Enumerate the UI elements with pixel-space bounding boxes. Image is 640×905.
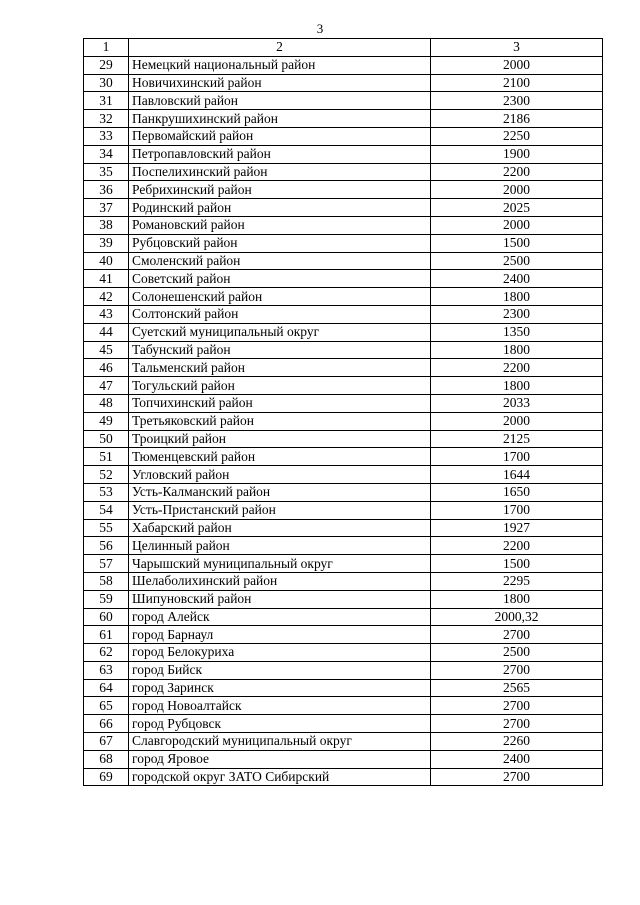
table-row [84,715,603,733]
value-cell: 2025 [431,199,603,217]
row-number-cell: 30 [84,74,129,92]
district-name-cell: город Заринск [129,679,431,697]
district-name-cell: Панкрушихинский район [129,110,431,128]
value-cell: 1927 [431,519,603,537]
table-row [84,430,603,448]
table-row [84,394,603,412]
value-cell: 2500 [431,644,603,662]
row-number-cell: 65 [84,697,129,715]
table-row [84,216,603,234]
table-row [84,590,603,608]
row-number-cell: 37 [84,199,129,217]
district-name-cell: Солтонский район [129,305,431,323]
row-number-cell: 50 [84,430,129,448]
table-row [84,252,603,270]
value-cell: 2295 [431,572,603,590]
table-row [84,359,603,377]
row-number-cell: 59 [84,590,129,608]
row-number-cell: 62 [84,644,129,662]
value-cell: 2300 [431,92,603,110]
row-number-cell: 46 [84,359,129,377]
table-row [84,679,603,697]
row-number-cell: 32 [84,110,129,128]
value-cell: 2200 [431,537,603,555]
row-number-cell: 39 [84,234,129,252]
value-cell: 1644 [431,466,603,484]
value-cell: 2700 [431,715,603,733]
value-cell: 2125 [431,430,603,448]
row-number-cell: 67 [84,733,129,751]
row-number-cell: 60 [84,608,129,626]
value-cell: 2700 [431,697,603,715]
row-number-cell: 40 [84,252,129,270]
table-row [84,555,603,573]
district-name-cell: город Алейск [129,608,431,626]
row-number-cell: 47 [84,377,129,395]
table-row [84,608,603,626]
district-name-cell: город Бийск [129,661,431,679]
row-number-cell: 45 [84,341,129,359]
district-name-cell: Первомайский район [129,127,431,145]
table-row [84,412,603,430]
row-number-cell: 61 [84,626,129,644]
district-name-cell: город Новоалтайск [129,697,431,715]
district-name-cell: Троицкий район [129,430,431,448]
row-number-cell: 31 [84,92,129,110]
district-name-cell: Петропавловский район [129,145,431,163]
value-cell: 1800 [431,590,603,608]
district-name-cell: Табунский район [129,341,431,359]
district-name-cell: город Яровое [129,750,431,768]
value-cell: 1500 [431,234,603,252]
district-name-cell: Немецкий национальный район [129,56,431,74]
row-number-cell: 48 [84,394,129,412]
table-row [84,448,603,466]
value-cell: 2700 [431,626,603,644]
table-row [84,750,603,768]
data-table [83,38,603,786]
row-number-cell: 42 [84,288,129,306]
value-cell: 2000 [431,412,603,430]
table-row [84,644,603,662]
table-row [84,626,603,644]
value-cell: 1800 [431,288,603,306]
value-cell: 2700 [431,661,603,679]
value-cell: 2300 [431,305,603,323]
table-row [84,697,603,715]
table-row [84,305,603,323]
column-header-number: 1 [84,39,129,57]
row-number-cell: 41 [84,270,129,288]
value-cell: 1800 [431,341,603,359]
row-number-cell: 36 [84,181,129,199]
row-number-cell: 43 [84,305,129,323]
table-row [84,377,603,395]
value-cell: 1500 [431,555,603,573]
table-row [84,323,603,341]
district-name-cell: Советский район [129,270,431,288]
column-header-name: 2 [129,39,431,57]
row-number-cell: 38 [84,216,129,234]
table-row [84,483,603,501]
value-cell: 2400 [431,270,603,288]
district-name-cell: Угловский район [129,466,431,484]
row-number-cell: 58 [84,572,129,590]
table-row [84,234,603,252]
table-row [84,163,603,181]
table-header-row [84,39,603,57]
district-name-cell: город Барнаул [129,626,431,644]
district-name-cell: Усть-Калманский район [129,483,431,501]
value-cell: 1800 [431,377,603,395]
value-cell: 2033 [431,394,603,412]
district-name-cell: Топчихинский район [129,394,431,412]
district-name-cell: Шипуновский район [129,590,431,608]
row-number-cell: 68 [84,750,129,768]
district-name-cell: Усть-Пристанский район [129,501,431,519]
table-row [84,733,603,751]
district-name-cell: город Белокуриха [129,644,431,662]
district-name-cell: Ребрихинский район [129,181,431,199]
value-cell: 2186 [431,110,603,128]
row-number-cell: 33 [84,127,129,145]
table-row [84,56,603,74]
value-cell: 2000 [431,181,603,199]
table-row [84,768,603,786]
row-number-cell: 34 [84,145,129,163]
table-row [84,127,603,145]
table-row [84,519,603,537]
value-cell: 2100 [431,74,603,92]
district-name-cell: Романовский район [129,216,431,234]
value-cell: 2400 [431,750,603,768]
row-number-cell: 55 [84,519,129,537]
row-number-cell: 29 [84,56,129,74]
table-row [84,466,603,484]
row-number-cell: 63 [84,661,129,679]
table-body [84,56,603,786]
row-number-cell: 35 [84,163,129,181]
value-cell: 2250 [431,127,603,145]
district-name-cell: Шелаболихинский район [129,572,431,590]
table-row [84,537,603,555]
row-number-cell: 44 [84,323,129,341]
table-row [84,288,603,306]
table-row [84,661,603,679]
value-cell: 2000 [431,56,603,74]
district-name-cell: Тогульский район [129,377,431,395]
value-cell: 1700 [431,501,603,519]
value-cell: 2260 [431,733,603,751]
table-row [84,92,603,110]
row-number-cell: 54 [84,501,129,519]
row-number-cell: 64 [84,679,129,697]
row-number-cell: 57 [84,555,129,573]
table-row [84,341,603,359]
district-name-cell: Суетский муниципальный округ [129,323,431,341]
row-number-cell: 51 [84,448,129,466]
district-name-cell: городской округ ЗАТО Сибирский [129,768,431,786]
district-name-cell: Славгородский муниципальный округ [129,733,431,751]
value-cell: 2200 [431,359,603,377]
value-cell: 1700 [431,448,603,466]
row-number-cell: 52 [84,466,129,484]
district-name-cell: Родинский район [129,199,431,217]
district-name-cell: Павловский район [129,92,431,110]
district-name-cell: Рубцовский район [129,234,431,252]
row-number-cell: 66 [84,715,129,733]
value-cell: 2565 [431,679,603,697]
table-row [84,145,603,163]
district-name-cell: Целинный район [129,537,431,555]
table-row [84,501,603,519]
page-number: 3 [316,21,324,36]
table-row [84,181,603,199]
district-name-cell: Хабарский район [129,519,431,537]
district-name-cell: Третьяковский район [129,412,431,430]
value-cell: 1900 [431,145,603,163]
table-row [84,74,603,92]
district-name-cell: Поспелихинский район [129,163,431,181]
district-name-cell: Тюменцевский район [129,448,431,466]
value-cell: 2500 [431,252,603,270]
row-number-cell: 53 [84,483,129,501]
value-cell: 2200 [431,163,603,181]
value-cell: 2000 [431,216,603,234]
row-number-cell: 49 [84,412,129,430]
value-cell: 2000,32 [431,608,603,626]
value-cell: 2700 [431,768,603,786]
row-number-cell: 56 [84,537,129,555]
district-name-cell: Солонешенский район [129,288,431,306]
district-name-cell: Чарышский муниципальный округ [129,555,431,573]
table-row [84,110,603,128]
district-name-cell: Смоленский район [129,252,431,270]
district-name-cell: Тальменский район [129,359,431,377]
table-row [84,572,603,590]
column-header-value: 3 [431,39,603,57]
table-row [84,270,603,288]
district-name-cell: город Рубцовск [129,715,431,733]
district-name-cell: Новичихинский район [129,74,431,92]
value-cell: 1650 [431,483,603,501]
value-cell: 1350 [431,323,603,341]
table-row [84,199,603,217]
row-number-cell: 69 [84,768,129,786]
